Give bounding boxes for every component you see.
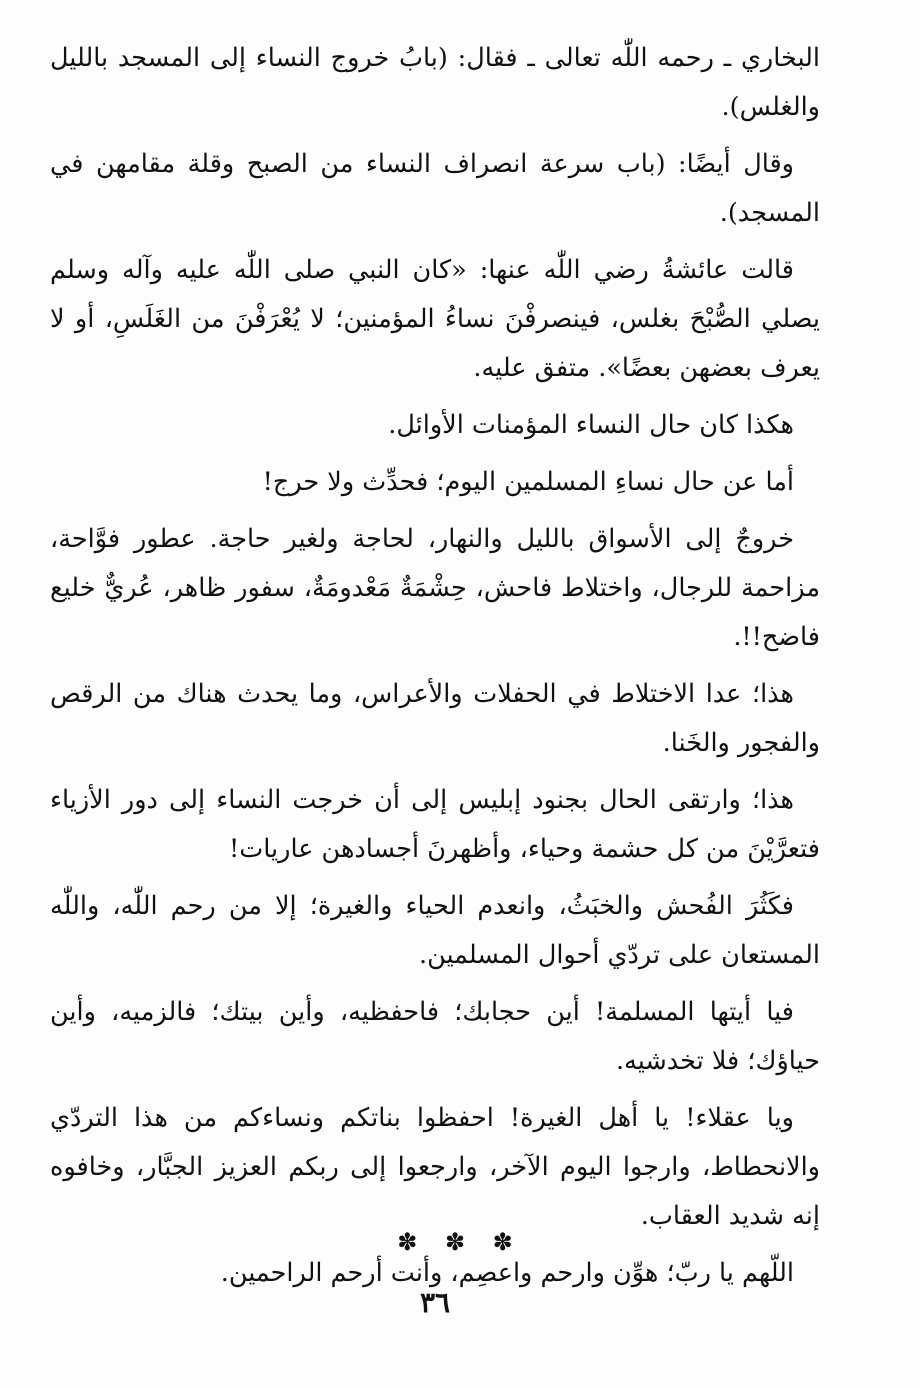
section-separator: ✽ ✽ ✽ [397,1228,523,1256]
paragraph-12: اللّهم يا ربّ؛ هوِّن وارحم واعصِم، وأنت أرحم الراحمين. [220,1258,794,1288]
paragraph-11: ويا عقلاء! يا أهل الغيرة! احفظوا بناتكم ونساءكم من هذا التردّي والانحطاط، وارجوا اليوم الآخر، وارجعوا إلى ربكم العزيز الجبَّار، وخافوه إنه شديد العقاب. [50,1103,820,1231]
paragraph-10: فيا أيتها المسلمة! أين حجابك؛ فاحفظيه، وأين بيتك؛ فالزميه، وأين حياؤك؛ فلا تخدشيه. [50,997,820,1076]
paragraph-8: هذا؛ وارتقى الحال بجنود إبليس إلى أن خرجت النساء إلى دور الأزياء فتعرَّيْنَ من كل حشمة وحياء، وأظهرنَ أجسادهن عاريات! [50,785,820,864]
paragraph-4: هكذا كان حال النساء المؤمنات الأوائل. [388,410,794,440]
paragraph-9: فكَثُرَ الفُحش والخبَثُ، وانعدم الحياء والغيرة؛ إلا من رحم اللّٰه، واللّٰه المستعان على تردّي أحوال المسلمين. [50,891,820,970]
paragraph-6: خروجٌ إلى الأسواق بالليل والنهار، لحاجة ولغير حاجة. عطور فوَّاحة، مزاحمة للرجال، واختلاط فاحش، حِشْمَةٌ مَعْدومَةٌ، سفور ظاهر، عُريٌّ خليع فاضح!!. [50,524,820,652]
paragraph-5: أما عن حال نساءِ المسلمين اليوم؛ فحدِّث ولا حرج! [262,467,794,497]
paragraph-1: البخاري ـ رحمه اللّٰه تعالى ـ فقال: (بابُ خروج النساء إلى المسجد بالليل والغلس). [50,43,820,122]
paragraph-7: هذا؛ عدا الاختلاط في الحفلات والأعراس، وما يحدث هناك من الرقص والفجور والخَنا. [50,679,820,758]
paragraph-2: وقال أيضًا: (باب سرعة انصراف النساء من الصبح وقلة مقامهن في المسجد). [50,149,820,228]
page-number: ٣٦ [419,1286,451,1319]
paragraph-3: قالت عائشةُ رضي اللّٰه عنها: «كان النبي صلى اللّٰه عليه وآله وسلم يصلي الصُّبْحَ بغلس، فينصرفْنَ نساءُ المؤمنين؛ لا يُعْرَفْنَ من الغَلَسِ، أو لا يعرف بعضهن بعضًا». متفق عليه. [50,255,820,383]
body-text [50,34,820,1306]
